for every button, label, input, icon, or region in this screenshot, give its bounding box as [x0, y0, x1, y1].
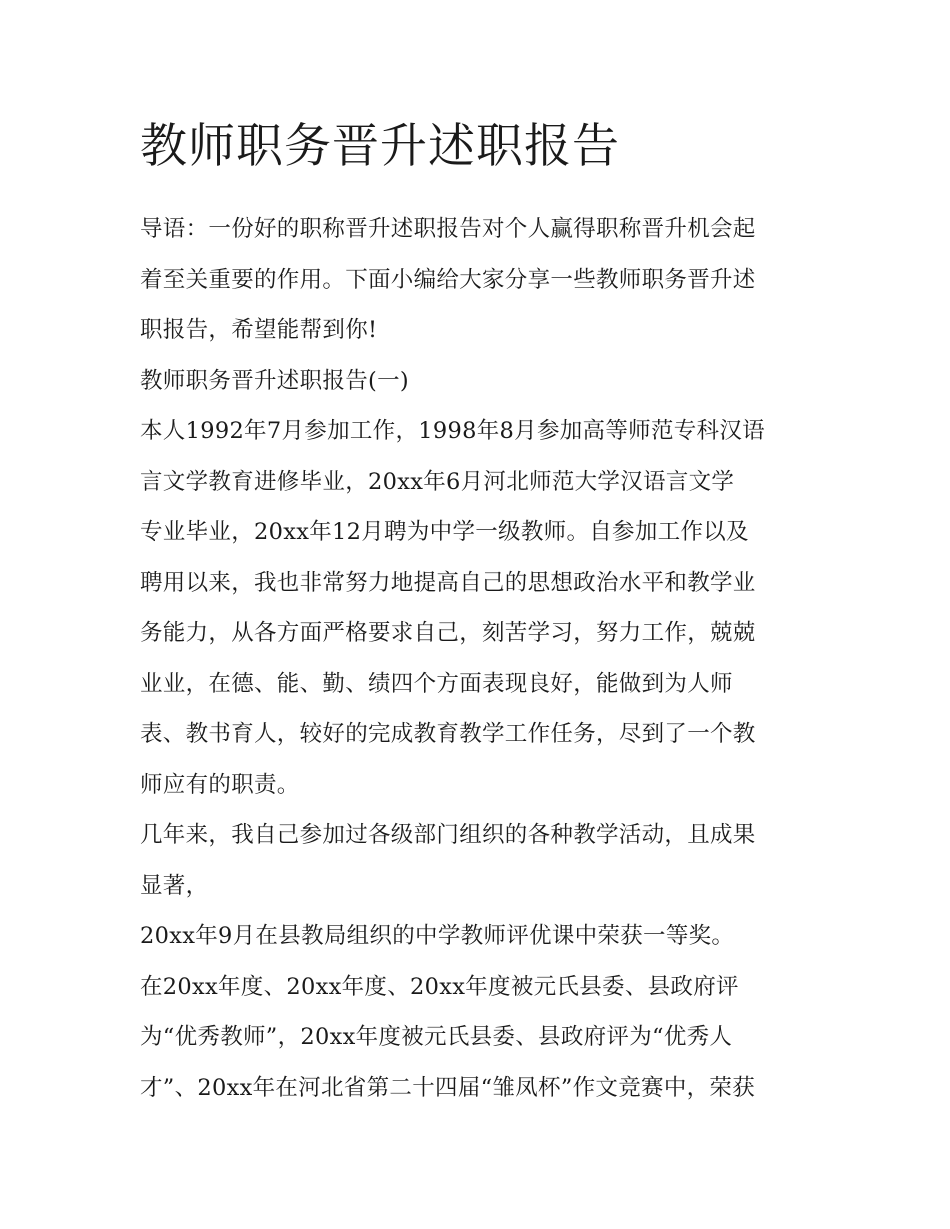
document-page [140, 112, 820, 1113]
text-line: 在20xx年度、20xx年度、20xx年度被元氏县委、县政府评 [140, 973, 739, 1000]
text-line: 20xx年9月在县教局组织的中学教师评优课中荣获一等奖。 [140, 923, 735, 949]
text-line: 业业，在德、能、勤、绩四个方面表现良好，能做到为人师 [140, 670, 733, 697]
text-line: 着至关重要的作用。下面小编给大家分享一些教师职务晋升述 [140, 266, 756, 293]
text-line: 职报告，希望能帮到你! [140, 317, 378, 343]
text-line: 显著， [140, 872, 209, 899]
text-line: 为“优秀教师”，20xx年度被元氏县委、县政府评为“优秀人 [140, 1024, 733, 1050]
section-heading: 教师职务晋升述职报告(一) [140, 367, 409, 394]
text-line: 导语：一份好的职称晋升述职报告对个人赢得职称晋升机会起 [140, 216, 756, 242]
document-body [140, 204, 820, 1113]
text-line: 聘用以来，我也非常努力地提高自己的思想政治水平和教学业 [140, 569, 756, 596]
text-line: 本人1992年7月参加工作，1998年8月参加高等师范专科汉语 [140, 418, 765, 444]
text-line: 师应有的职责。 [140, 771, 300, 798]
text-line: 专业毕业，20xx年12月聘为中学一级教师。自参加工作以及 [140, 519, 749, 545]
text-line: 几年来，我自己参加过各级部门组织的各种教学活动，且成果 [140, 822, 756, 848]
text-line: 才”、20xx年在河北省第二十四届“雏凤杯”作文竞赛中，荣获 [140, 1074, 756, 1101]
document-title: 教师职务晋升述职报告 [140, 119, 620, 174]
text-line: 言文学教育进修毕业，20xx年6月河北师范大学汉语言文学 [140, 468, 735, 495]
text-line: 务能力，从各方面严格要求自己，刻苦学习，努力工作，兢兢 [140, 620, 756, 646]
text-line: 表、教书育人，较好的完成教育教学工作任务，尽到了一个教 [140, 721, 756, 747]
